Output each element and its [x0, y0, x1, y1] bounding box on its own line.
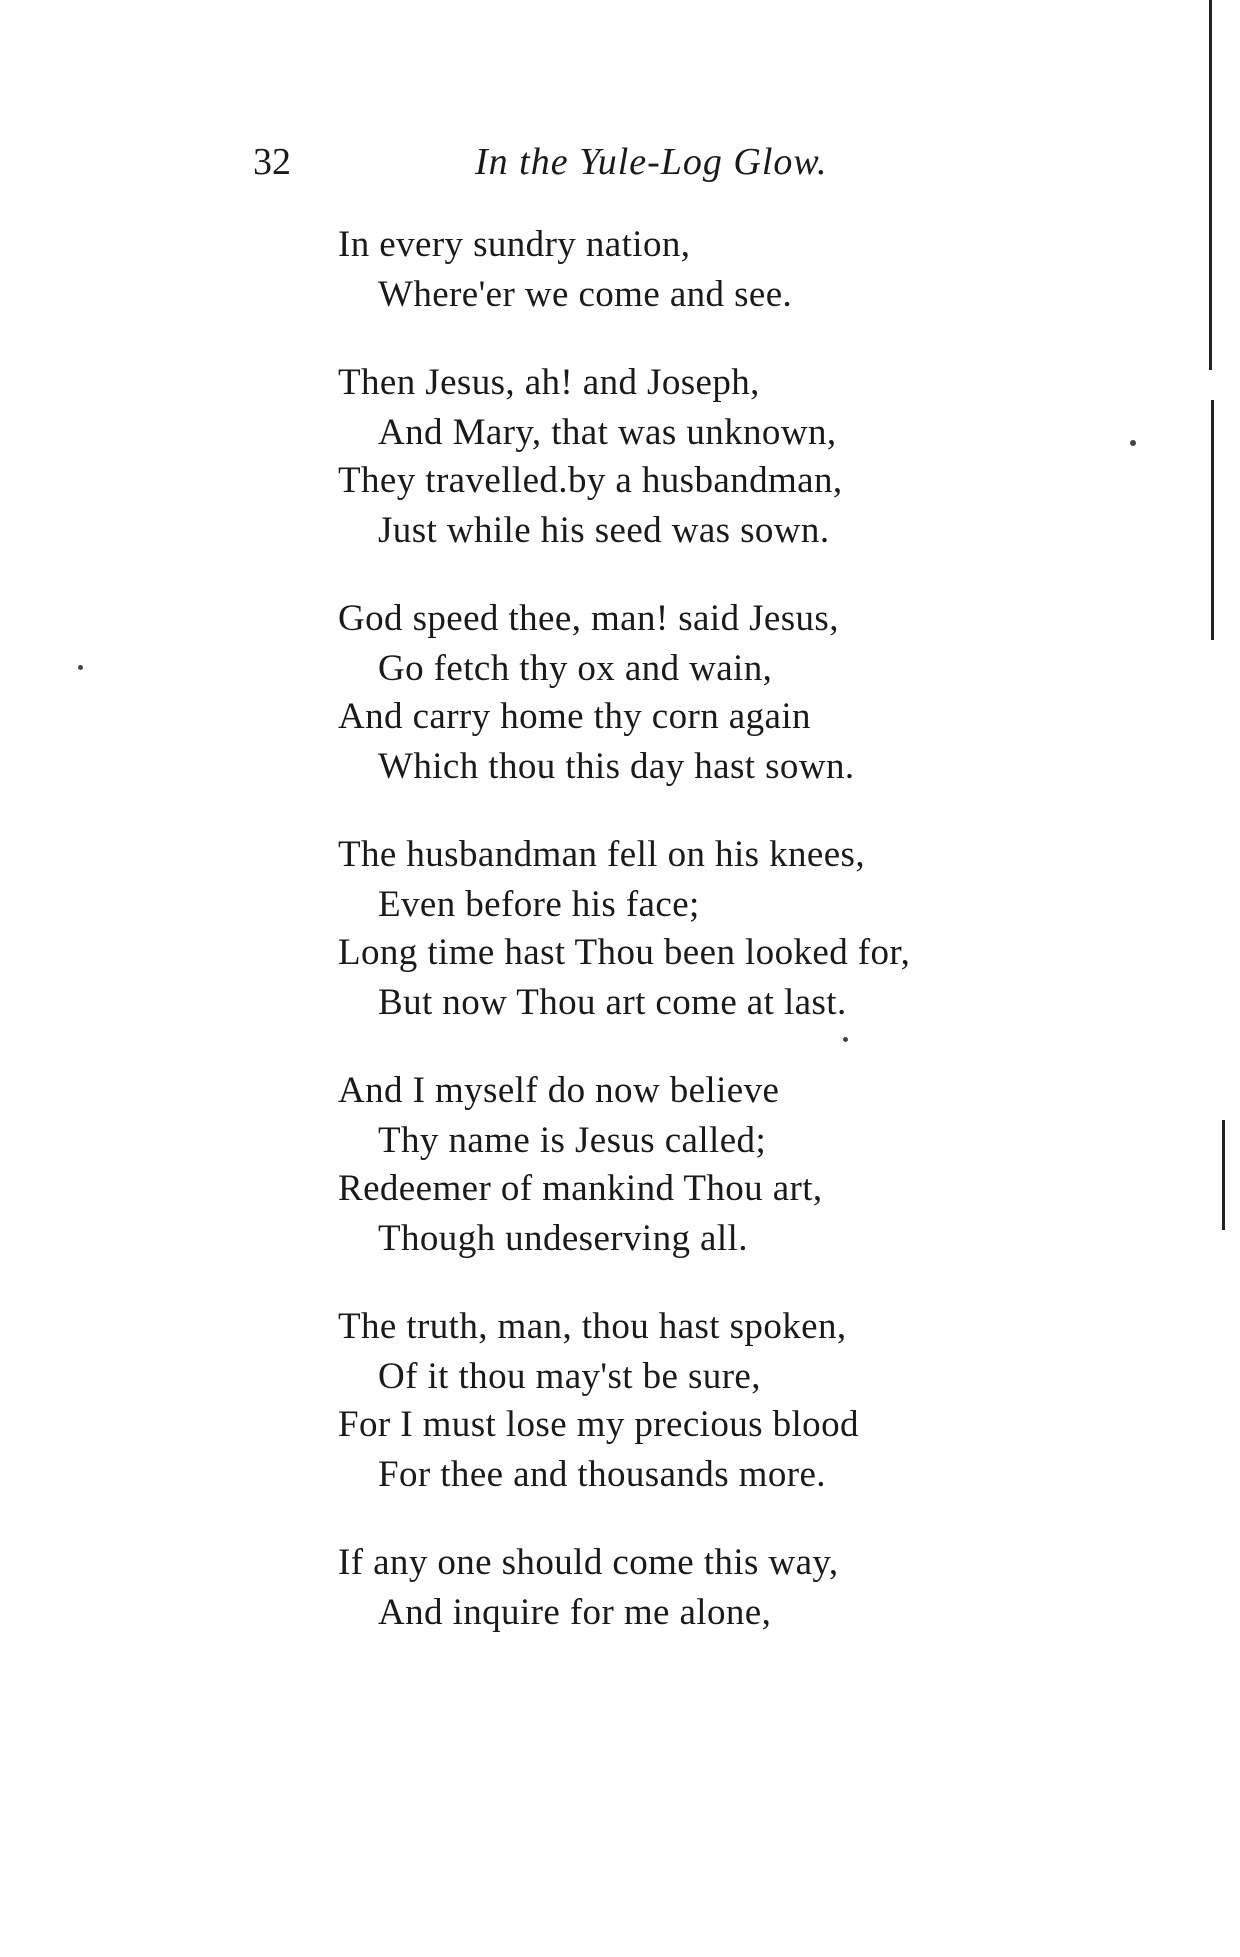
- scan-speck: [1130, 440, 1136, 446]
- poem-line: But now Thou art come at last.: [378, 982, 847, 1023]
- poem-line: If any one should come this way,: [338, 1542, 839, 1583]
- page-number: 32: [253, 141, 291, 183]
- poem-line: In every sundry nation,: [338, 224, 691, 265]
- poem-line: And inquire for me alone,: [378, 1592, 772, 1633]
- poem-line: Then Jesus, ah! and Joseph,: [338, 362, 760, 403]
- poem-line: Which thou this day hast sown.: [378, 746, 855, 787]
- scan-edge-line: [1222, 1120, 1225, 1230]
- poem-line: Of it thou may'st be sure,: [378, 1356, 761, 1397]
- poem-line: They travelled.by a husbandman,: [338, 460, 843, 501]
- poem-line: The truth, man, thou hast spoken,: [338, 1306, 847, 1347]
- poem-line: Go fetch thy ox and wain,: [378, 648, 773, 689]
- poem-line: For I must lose my precious blood: [338, 1404, 859, 1445]
- running-title: In the Yule-Log Glow.: [475, 141, 828, 183]
- poem-line: And I myself do now believe: [338, 1070, 780, 1111]
- scan-edge-line: [1211, 400, 1214, 640]
- poem-line: Long time hast Thou been looked for,: [338, 932, 911, 973]
- poem-line: Just while his seed was sown.: [378, 510, 830, 551]
- poem-line: Thy name is Jesus called;: [378, 1120, 767, 1161]
- poem-line: The husbandman fell on his knees,: [338, 834, 865, 875]
- poem-line: Redeemer of mankind Thou art,: [338, 1168, 823, 1209]
- scan-edge-line: [1209, 0, 1212, 370]
- poem-line: Though undeserving all.: [378, 1218, 748, 1259]
- scan-speck: [843, 1037, 848, 1042]
- poem-line: And Mary, that was unknown,: [378, 412, 837, 453]
- poem-line: For thee and thousands more.: [378, 1454, 826, 1495]
- poem-line: God speed thee, man! said Jesus,: [338, 598, 839, 639]
- poem-line: And carry home thy corn again: [338, 696, 811, 737]
- poem-line: Even before his face;: [378, 884, 700, 925]
- poem-line: Where'er we come and see.: [378, 274, 793, 315]
- scan-speck: [78, 665, 83, 670]
